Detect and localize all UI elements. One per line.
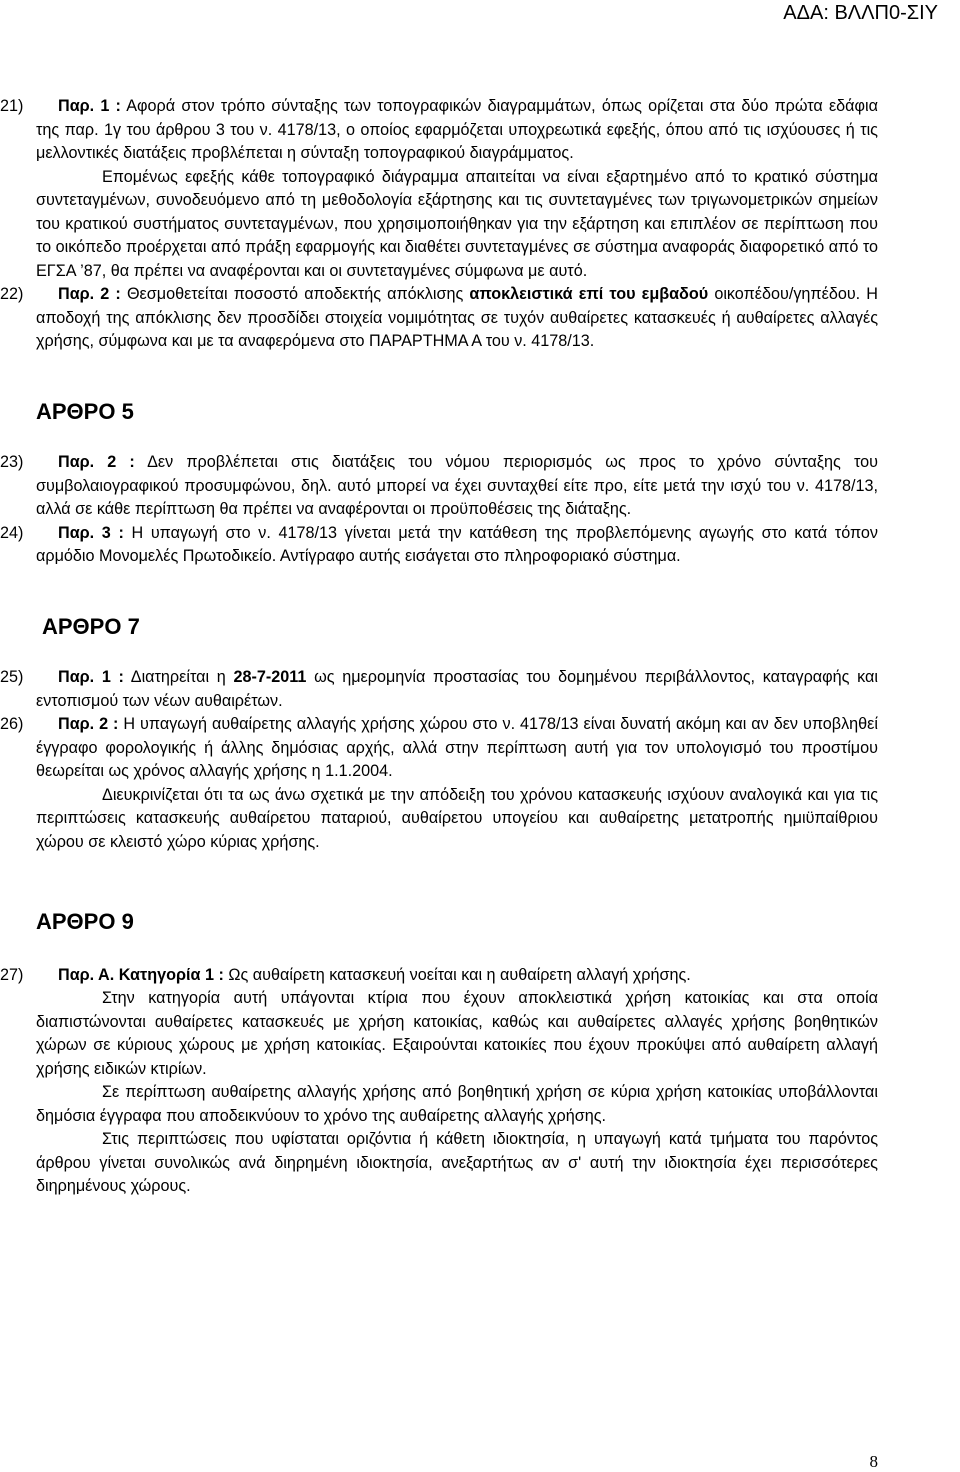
item-number: 25) xyxy=(0,668,24,686)
heading-article-9: ΑΡΘΡΟ 9 xyxy=(36,909,134,934)
item-25 xyxy=(0,666,878,713)
item-23-text xyxy=(0,451,878,522)
item-22 xyxy=(0,283,878,354)
document-code: ΑΔΑ: ΒΛΛΠ0-ΣΙΥ xyxy=(783,2,938,24)
item-number: 24) xyxy=(0,523,24,542)
item-label: Παρ. 2 : xyxy=(58,715,119,733)
item-body-continued: ως ημερομηνία προστασίας του δομημένου περιβάλλοντος, καταγραφής και εντοπισμού των νέων αυθαιρέτων. xyxy=(36,668,878,710)
item-number: 26) xyxy=(0,715,24,733)
item-24-text xyxy=(0,522,879,569)
item-label: Παρ. 3 : xyxy=(58,523,124,542)
item-25-text xyxy=(0,666,878,713)
item-22-text xyxy=(0,283,878,354)
item-27-paragraph-3: Στις περιπτώσεις που υφίσταται οριζόντια ή κάθετη ιδιοκτησία, η υπαγωγή κατά τμήματα του παρόντος άρθρου γίνεται συνολικώς ανά διηρημένη ιδιοκτησία, ανεξαρτήτως αν σ' αυτή την ιδιοκτησία έχει περισσότερες διηρημένους χώρους. xyxy=(36,1130,878,1195)
item-number: 22) xyxy=(0,285,24,303)
item-body: Η υπαγωγή αυθαίρετης αλλαγής χρήσης χώρου στο ν. 4178/13 είναι δυνατή ακόμη και αν δεν υποβληθεί έγγραφο φορολογικής ή άλλης δημόσιας αρχής, αλλά στην περίπτωση αυτή για τον υπολογισμό του προστίμου θεωρείται ως χρόνος αλλαγής χρήσης η 1.1.2004. xyxy=(36,715,878,780)
item-date: 28-7-2011 xyxy=(233,668,307,686)
item-emphasis: αποκλειστικά επί του εμβαδού xyxy=(469,285,709,303)
page-number: 8 xyxy=(869,1452,878,1471)
item-27 xyxy=(0,964,878,1199)
item-label: Παρ. 2 : xyxy=(58,453,135,471)
item-26-paragraph: Διευκρινίζεται ότι τα ως άνω σχετικά με την απόδειξη του χρόνου κατασκευής ισχύουν αναλογικά και για τις περιπτώσεις κατασκευής αυθαίρετου παταριού, αυθαίρετου υπογείου και αυθαίρετης μετατροπής ημιϋπαίθριου χώρου σε κλειστό χώρο κύριας χρήσης. xyxy=(36,785,878,851)
item-body: Ως αυθαίρετη κατασκευή νοείται και η αυθαίρετη αλλαγή χρήσης. xyxy=(223,965,691,984)
item-21-paragraph: Επομένως εφεξής κάθε τοπογραφικό διάγραμμα απαιτείται να είναι εξαρτημένο από το κρατικό σύστημα συντεταγμένων, συνοδευόμενο από τη μεθοδολογία εξάρτησης και τις συντεταγμένες των τριγωνομετρικών σημείων του κρατικού συστήματος συντεταγμένων, που χρησιμοποιήθηκαν για την εξάρτηση και επιπλέον σε περίπτωση που το οικόπεδο προέρχεται από πράξη εφαρμογής και διαθέτει συντεταγμένες σε σύστημα αναφοράς διαφορετικό από το ΕΓΣΑ ’87, θα πρέπει να αναφέρονται και οι συντεταγμένες σύμφωνα με αυτό. xyxy=(36,167,878,280)
item-26-text xyxy=(0,713,878,784)
item-body: Αφορά στον τρόπο σύνταξης των τοπογραφικών διαγραμμάτων, όπως ορίζεται στα δύο πρώτα εδάφια της παρ. 1γ του άρθρου 3 του ν. 4178/13, ο οποίος εφαρμόζεται υποχρεωτικά εφεξής, όπου από τις ισχύουσες ή τις μελλοντικές διατάξεις προβλέπεται η σύνταξη τοπογραφικού διαγράμματος. xyxy=(36,97,878,162)
item-27-text xyxy=(0,964,878,988)
item-body-continued: οικοπέδου/γηπέδου. Η αποδοχή της απόκλισης δεν προσδίδει στοιχεία νομιμότητας σε τυχόν αυθαίρετες κατασκευές ή αυθαίρετες αλλαγές χρήσης, σύμφωνα και με τα αναφερόμενα στο ΠΑΡΑΡΤΗΜΑ Α του ν. 4178/13. xyxy=(36,285,878,350)
item-21-text xyxy=(0,95,878,166)
heading-article-5: ΑΡΘΡΟ 5 xyxy=(36,398,134,424)
item-number: 21) xyxy=(0,97,24,115)
item-27-paragraph-2: Σε περίπτωση αυθαίρετης αλλαγής χρήσης από βοηθητική χρήση σε κύρια χρήση κατοικίας υποβάλλονται δημόσια έγγραφα που αποδεικνύουν το χρόνο της αυθαίρετης αλλαγής χρήσης. xyxy=(36,1083,878,1125)
item-23 xyxy=(0,451,878,522)
item-label: Παρ. Α. Κατηγορία 1 : xyxy=(58,965,224,984)
item-21 xyxy=(0,95,878,283)
item-body: Η υπαγωγή στο ν. 4178/13 γίνεται μετά την κατάθεση της προβλεπόμενης αγωγής στο κατά τόπον αρμόδιο Μονομελές Πρωτοδικείο. Αντίγραφο αυτής εισάγεται στο πληροφοριακό σύστημα. xyxy=(36,523,879,565)
item-number: 27) xyxy=(0,965,24,984)
item-body: Διατηρείται η xyxy=(123,668,234,686)
item-body: Δεν προβλέπεται στις διατάξεις του νόμου περιορισμός ως προς το χρόνο σύνταξης του συμβολαιογραφικού προσυμφώνου, δηλ. αυτό μπορεί να έχει συνταχθεί είτε προ, είτε μετά την ισχύ του ν. 4178/13, αλλά σε κάθε περίπτωση θα πρέπει να αναφέρονται οι προϋποθέσεις της διάταξης. xyxy=(36,453,878,518)
item-27-paragraph-1: Στην κατηγορία αυτή υπάγονται κτίρια που έχουν αποκλειστικά χρήση κατοικίας και στα οποία διαπιστώνονται αυθαίρετες κατασκευές με χρήση κατοικίας, καθώς και αυθαίρετες αλλαγές χρήσης βοηθητικών χώρων σε κύριους χώρους με χρήση κατοικίας. Εξαιρούνται κατοικίες που έχουν προκύψει από αυθαίρετη αλλαγή χρήσης ειδικών κτιρίων. xyxy=(36,989,878,1078)
item-26 xyxy=(0,713,878,854)
heading-article-7: ΑΡΘΡΟ 7 xyxy=(42,613,140,639)
item-label: Παρ. 2 : xyxy=(58,285,121,303)
document-body xyxy=(0,95,879,1199)
item-label: Παρ. 1 : xyxy=(58,97,121,115)
item-body: Θεσμοθετείται ποσοστό αποδεκτής απόκλισης xyxy=(120,285,470,303)
item-number: 23) xyxy=(0,453,24,471)
item-24 xyxy=(0,522,879,569)
item-label: Παρ. 1 : xyxy=(58,668,124,686)
